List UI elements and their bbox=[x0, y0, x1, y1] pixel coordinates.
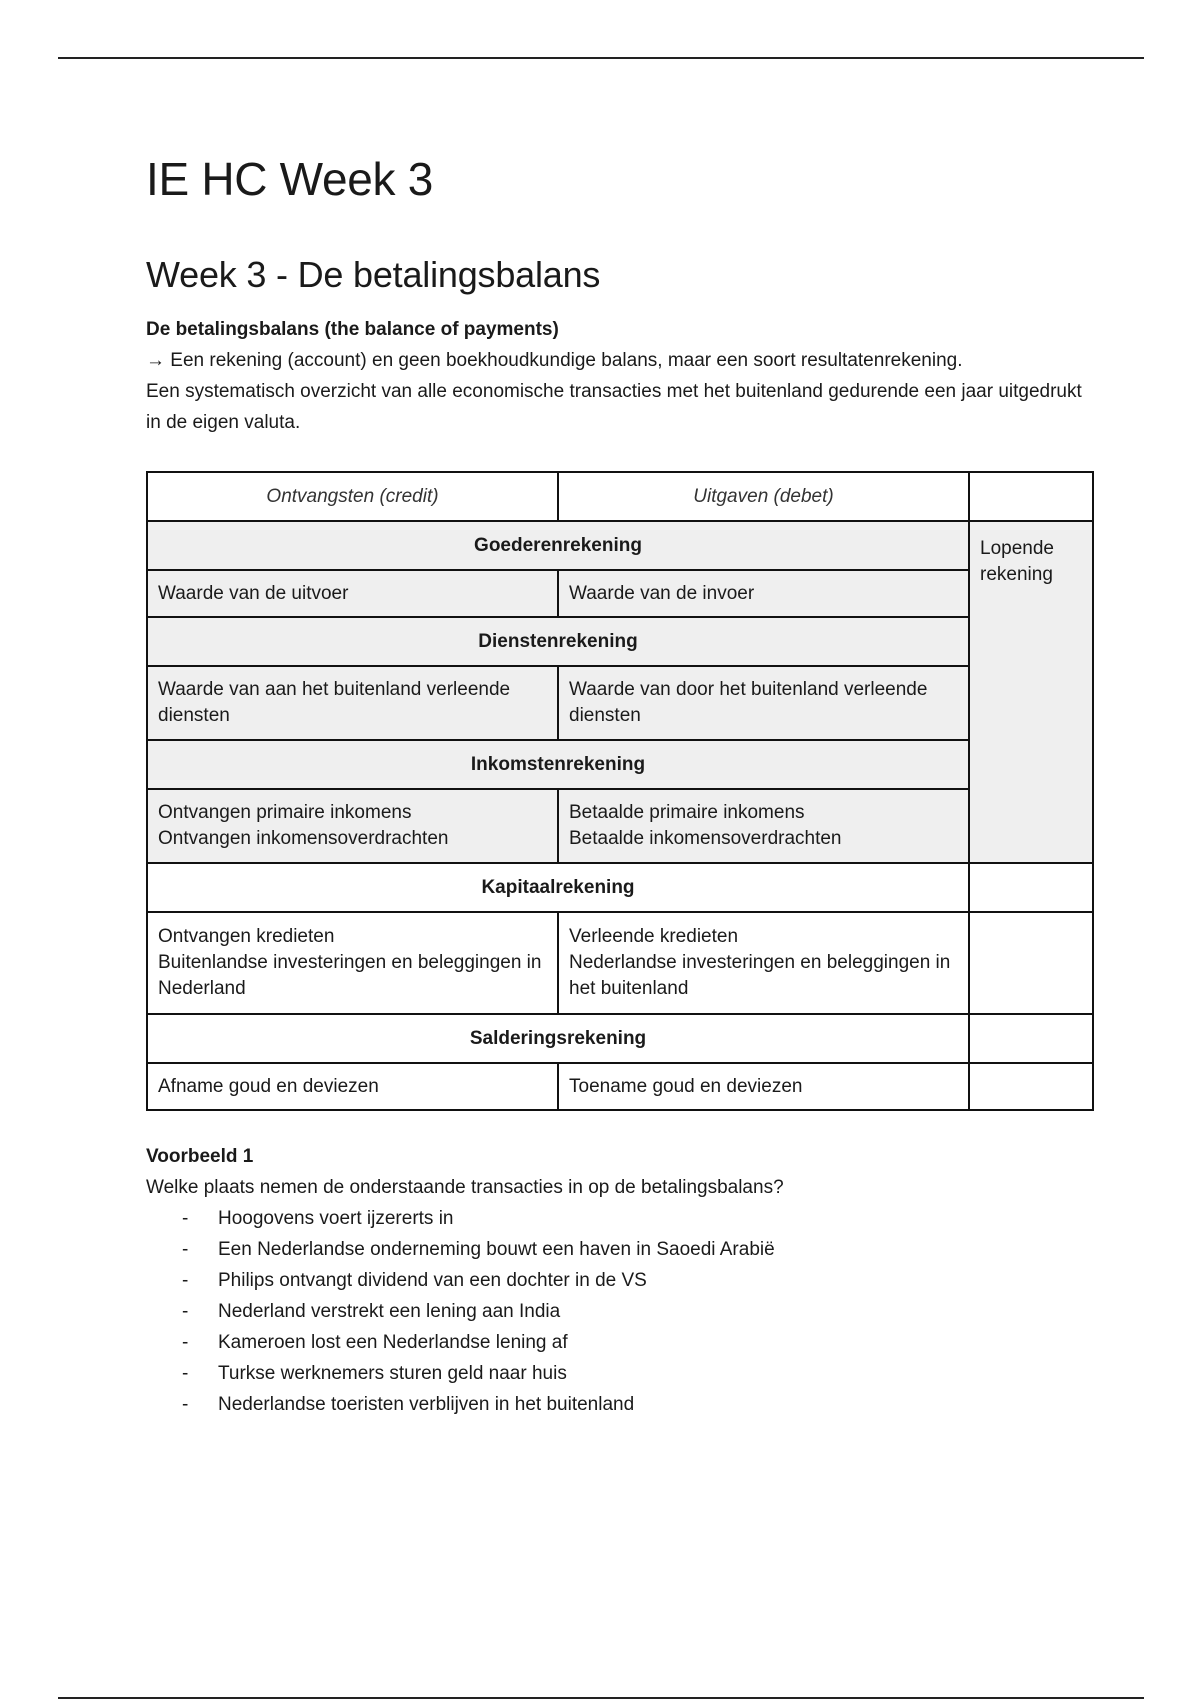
list-item bbox=[182, 1234, 1096, 1265]
kapitaal-credit-line-1: Ontvangen kredieten bbox=[158, 926, 335, 947]
inkomsten-debit bbox=[558, 789, 969, 863]
header-debit: Uitgaven (debet) bbox=[558, 472, 969, 521]
page-title: IE HC Week 3 bbox=[146, 153, 433, 205]
list-item-text: Philips ontvangt dividend van een dochter in de VS bbox=[218, 1270, 647, 1291]
empty-cell bbox=[969, 1014, 1093, 1063]
section-row-saldering bbox=[147, 1014, 1093, 1063]
table-row bbox=[147, 912, 1093, 1014]
empty-cell bbox=[969, 912, 1093, 1014]
inkomsten-credit-line-2: Ontvangen inkomensoverdrachten bbox=[158, 828, 449, 849]
inkomsten-credit-line-1: Ontvangen primaire inkomens bbox=[158, 802, 412, 823]
list-item-text: Een Nederlandse onderneming bouwt een haven in Saoedi Arabië bbox=[218, 1239, 775, 1260]
list-item-text: Turkse werknemers sturen geld naar huis bbox=[218, 1363, 567, 1384]
list-item bbox=[182, 1296, 1096, 1327]
kapitaal-credit bbox=[147, 912, 558, 1014]
section-row-goederen bbox=[147, 521, 1093, 570]
list-item-text: Nederlandse toeristen verblijven in het buitenland bbox=[218, 1394, 635, 1415]
bullet-dash: - bbox=[182, 1394, 189, 1415]
page-content bbox=[146, 150, 1096, 1420]
list-item-text: Nederland verstrekt een lening aan India bbox=[218, 1301, 561, 1322]
list-item-text: Hoogovens voert ijzererts in bbox=[218, 1208, 454, 1229]
diensten-debit: Waarde van door het buitenland verleende diensten bbox=[558, 666, 969, 740]
table-header-row bbox=[147, 472, 1093, 521]
balance-of-payments-table bbox=[146, 471, 1094, 1111]
diensten-credit: Waarde van aan het buitenland verleende diensten bbox=[147, 666, 558, 740]
list-item bbox=[182, 1358, 1096, 1389]
bullet-dash: - bbox=[182, 1301, 189, 1322]
header-credit: Ontvangsten (credit) bbox=[147, 472, 558, 521]
top-rule bbox=[58, 57, 1144, 59]
goederen-debit: Waarde van de invoer bbox=[558, 570, 969, 617]
section-row-diensten bbox=[147, 617, 1093, 666]
inkomsten-debit-line-2: Betaalde inkomensoverdrachten bbox=[569, 828, 842, 849]
bullet-dash: - bbox=[182, 1363, 189, 1384]
section-inkomstenrekening: Inkomstenrekening bbox=[147, 740, 969, 789]
transaction-list bbox=[146, 1203, 1096, 1420]
bullet-dash: - bbox=[182, 1332, 189, 1353]
section-row-kapitaal bbox=[147, 863, 1093, 912]
bullet-dash: - bbox=[182, 1208, 189, 1229]
saldering-credit: Afname goud en deviezen bbox=[147, 1063, 558, 1110]
example-question: Welke plaats nemen de onderstaande transacties in op de betalingsbalans? bbox=[146, 1177, 784, 1198]
saldering-debit: Toename goud en deviezen bbox=[558, 1063, 969, 1110]
kapitaal-debit-line-2: Nederlandse investeringen en beleggingen in het buitenland bbox=[569, 952, 951, 999]
lopende-rekening-label: Lopende rekening bbox=[969, 521, 1093, 863]
section-goederenrekening: Goederenrekening bbox=[147, 521, 969, 570]
kapitaal-debit bbox=[558, 912, 969, 1014]
empty-cell bbox=[969, 1063, 1093, 1110]
list-item bbox=[182, 1265, 1096, 1296]
kapitaal-debit-line-1: Verleende kredieten bbox=[569, 926, 739, 947]
section-row-inkomsten bbox=[147, 740, 1093, 789]
list-item bbox=[182, 1327, 1096, 1358]
section-kapitaalrekening: Kapitaalrekening bbox=[147, 863, 969, 912]
example-heading: Voorbeeld 1 bbox=[146, 1146, 254, 1167]
goederen-credit: Waarde van de uitvoer bbox=[147, 570, 558, 617]
intro-line-2: Een systematisch overzicht van alle economische transacties met het buitenland gedurende een jaar uitgedrukt in de eigen valuta. bbox=[146, 381, 1082, 433]
section-salderingsrekening: Salderingsrekening bbox=[147, 1014, 969, 1063]
empty-cell bbox=[969, 863, 1093, 912]
table-row bbox=[147, 789, 1093, 863]
inkomsten-debit-line-1: Betaalde primaire inkomens bbox=[569, 802, 805, 823]
bullet-dash: - bbox=[182, 1270, 189, 1291]
kapitaal-credit-line-2: Buitenlandse investeringen en beleggingen in Nederland bbox=[158, 952, 542, 999]
table-row bbox=[147, 666, 1093, 740]
list-item-text: Kameroen lost een Nederlandse lening af bbox=[218, 1332, 568, 1353]
table-row bbox=[147, 1063, 1093, 1110]
section-dienstenrekening: Dienstenrekening bbox=[147, 617, 969, 666]
inkomsten-credit bbox=[147, 789, 558, 863]
list-item bbox=[182, 1203, 1096, 1234]
list-item bbox=[182, 1389, 1096, 1420]
section-title: Week 3 - De betalingsbalans bbox=[146, 254, 601, 295]
intro-line-1: → Een rekening (account) en geen boekhoudkundige balans, maar een soort resultatenrekening. bbox=[146, 350, 963, 371]
table-row bbox=[147, 570, 1093, 617]
bottom-rule bbox=[58, 1697, 1144, 1699]
header-empty bbox=[969, 472, 1093, 521]
intro-heading: De betalingsbalans (the balance of payments) bbox=[146, 319, 559, 340]
bullet-dash: - bbox=[182, 1239, 189, 1260]
